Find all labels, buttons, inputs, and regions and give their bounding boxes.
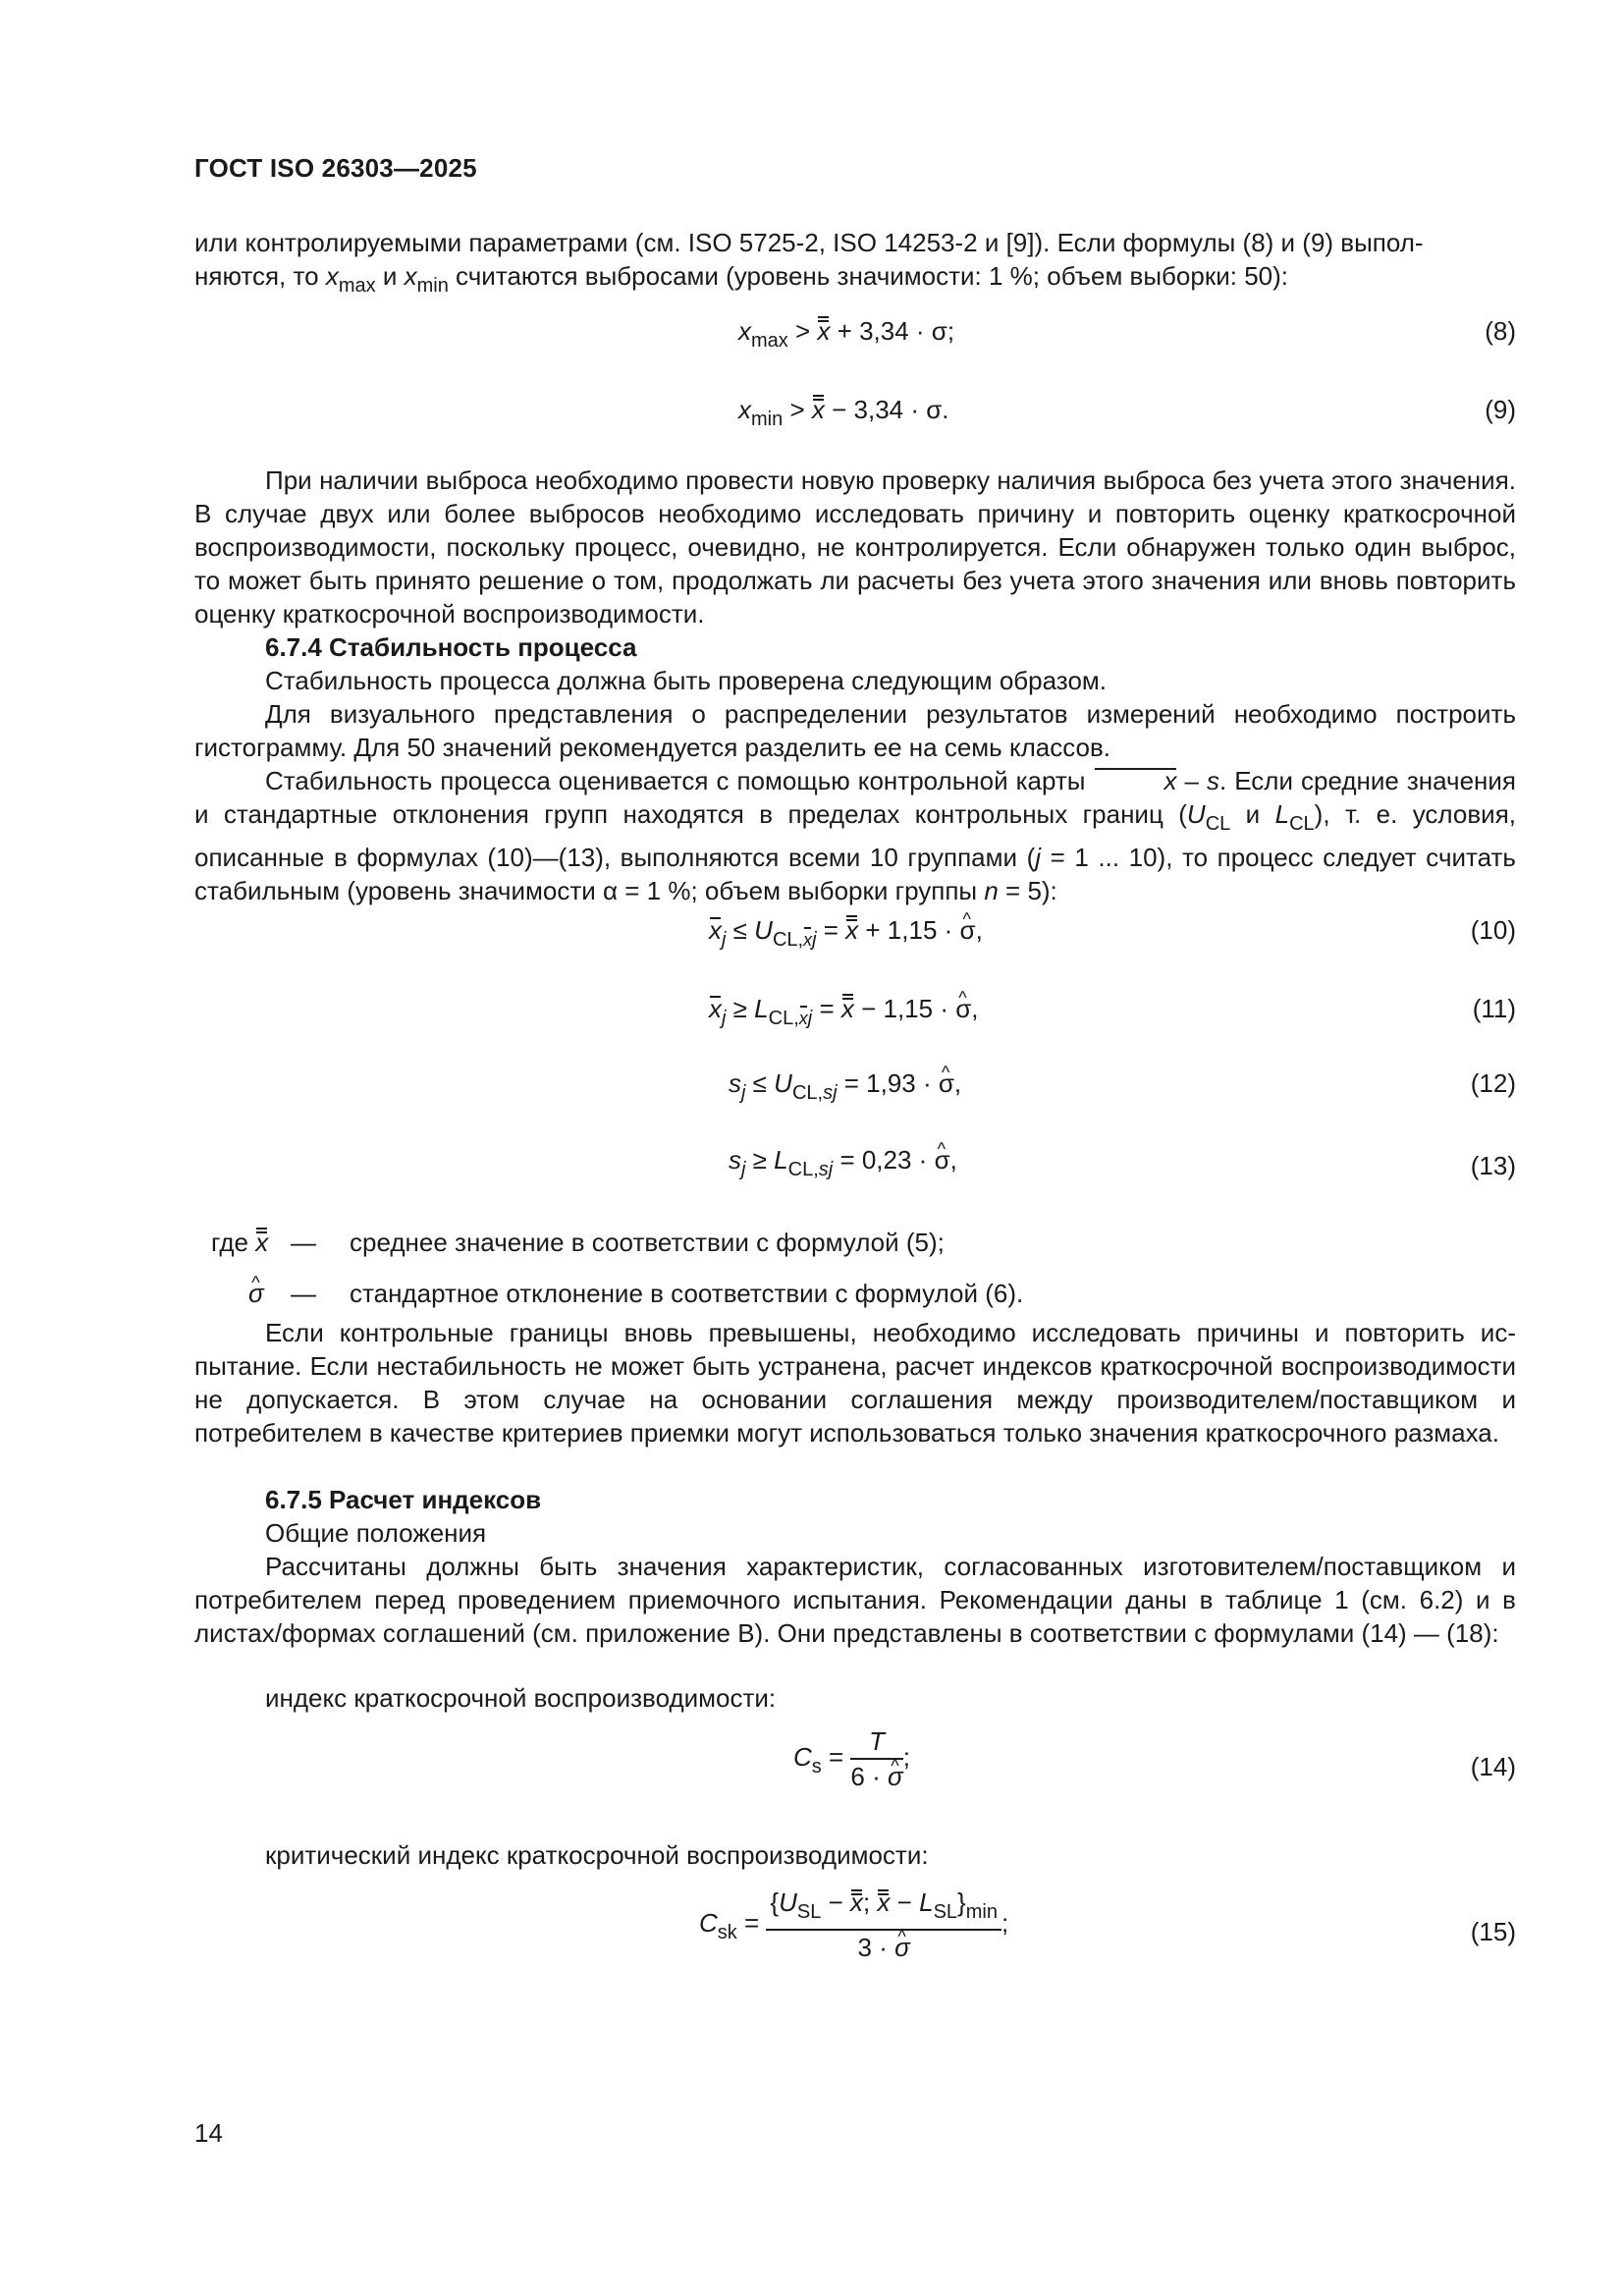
formula-10-number: (10) — [1470, 915, 1516, 945]
where-label: где x — [211, 1228, 269, 1257]
paragraph-outliers: При наличии выброса необходимо провести новую проверку наличия выброса без учета этого значения. В случае двух или более выбросов необходимо исследовать причину и повторить оценку краткосрочной воспроизводимости, поскольку процесс, очевидно, не контролируется. Если обнаружен только один выброс, то может быть принято решение о том, продолжать ли расчеты без учета этого значения или вновь повторить оценку краткосрочной воспроизводимости. — [194, 465, 1516, 629]
where-dash-2: — — [291, 1279, 316, 1308]
paragraph-indices: Рассчитаны должны быть значения характеристик, согласованных изготовителем/поставщиком и потребителем перед проведением приемочного испытания. Рекомендации даны в таблице 1 (см. 6.2) и в листах/формах соглашений (см. приложение В). Они представлены в соответствии с формулами (14) — (18): — [194, 1552, 1516, 1648]
formula-8-number: (8) — [1485, 316, 1516, 346]
section-heading-6-7-4: 6.7.4 Стабильность процесса — [265, 632, 637, 662]
subheading-general: Общие положения — [265, 1518, 487, 1548]
where-item-stddev: стандартное отклонение в соответствии с формулой (6). — [350, 1279, 1024, 1308]
paragraph-instability: Если контрольные границы вновь превышены, необходимо исследовать причины и повторить испытание. Если нестабильность не может быть устранена, расчет индексов краткосрочной воспроизводимости не допускается. В этом случае на основании соглашения между производителем/поставщиком и потребителем в качестве критериев приемки могут использоваться только значения краткосрочного размаха. — [194, 1318, 1516, 1448]
page-number: 14 — [194, 2118, 223, 2148]
formula-15: $C_{sk}$ = $\frac{\{U_{SL} - x; x - L_{SL}\}_{min}}{3 \cdot \^{} \sigma}$ ; — [699, 1887, 1008, 1962]
formula-14: $C_s$ = $\frac{T}{6 \cdot \^{} \sigma}$ ; — [793, 1726, 910, 1791]
formula-12: $s_j \le U_{CL,sj} = 1,93$ · ^ σ, — [729, 1066, 961, 1110]
formula-9: $x_{min} > x - 3,34 \cdot \sigma$. — [738, 395, 949, 430]
formula-10: $x_j \le U_{CL,xj} = x + 1,15$ · ^ σ, — [709, 913, 983, 957]
formula-15-number: (15) — [1470, 1917, 1516, 1946]
formula-13-number: (13) — [1470, 1151, 1516, 1180]
section-heading-6-7-5: 6.7.5 Расчет индексов — [265, 1485, 542, 1514]
formula-9-number: (9) — [1485, 395, 1516, 424]
paragraph-control-chart: Стабильность процесса оценивается с помощью контрольной карты x – s. Если средние значения и стандартные отклонения групп находятся в пределах контрольных границ ($U_{CL}$ и $L_{CL}$), т. е. условия, описанные в формулах (10)—(13), выполняются всеми 10 группами (j = 1 ... 10), то процесс следует считать стабильным (уровень значимости α = 1 %; объем выборки группы n = 5): — [194, 766, 1516, 905]
formula-13: $s_j \ge L_{CL,sj} = 0,23$ · ^ σ, — [729, 1143, 957, 1186]
formula-14-number: (14) — [1470, 1752, 1516, 1781]
paragraph-intro-line1: или контролируемыми параметрами (см. ISO 5725-2, ISO 14253-2 и [9]). Если формулы (8) и (9) выпол- — [194, 228, 1424, 257]
formula-8: $x_{max} > x + 3,34 \cdot \sigma$; — [738, 316, 955, 352]
where-item-mean: среднее значение в соответствии с формулой (5); — [350, 1228, 945, 1257]
document-header: ГОСТ ISO 26303—2025 — [194, 153, 477, 183]
paragraph-stability-check: Стабильность процесса должна быть проверена следующим образом. — [265, 666, 1107, 695]
paragraph-histogram: Для визуального представления о распределении результатов измерений необходимо построить гистограмму. Для 50 значений рекомендуется разделить ее на семь классов. — [194, 699, 1516, 762]
label-critical-index: критический индекс краткосрочной воспроизводимости: — [265, 1840, 929, 1870]
label-short-term-index: индекс краткосрочной воспроизводимости: — [265, 1683, 777, 1713]
formula-11: $x_j \ge L_{CL,xj} = x - 1,15$ · ^ σ, — [709, 992, 978, 1035]
formula-12-number: (12) — [1470, 1068, 1516, 1098]
where-dash-1: — — [291, 1228, 316, 1257]
formula-11-number: (11) — [1472, 994, 1516, 1023]
paragraph-intro: или контролируемыми параметрами (см. ISO 5725-2, ISO 14253-2 и [9]). Если формулы (8) и (9) выпол- няются, то $x_{max}$ и $x_{min}$ считаются выбросами (уровень значимости: 1 %; объем выборки: 50): — [194, 228, 1424, 297]
where-sigma-symbol: ^ σ — [248, 1277, 264, 1310]
